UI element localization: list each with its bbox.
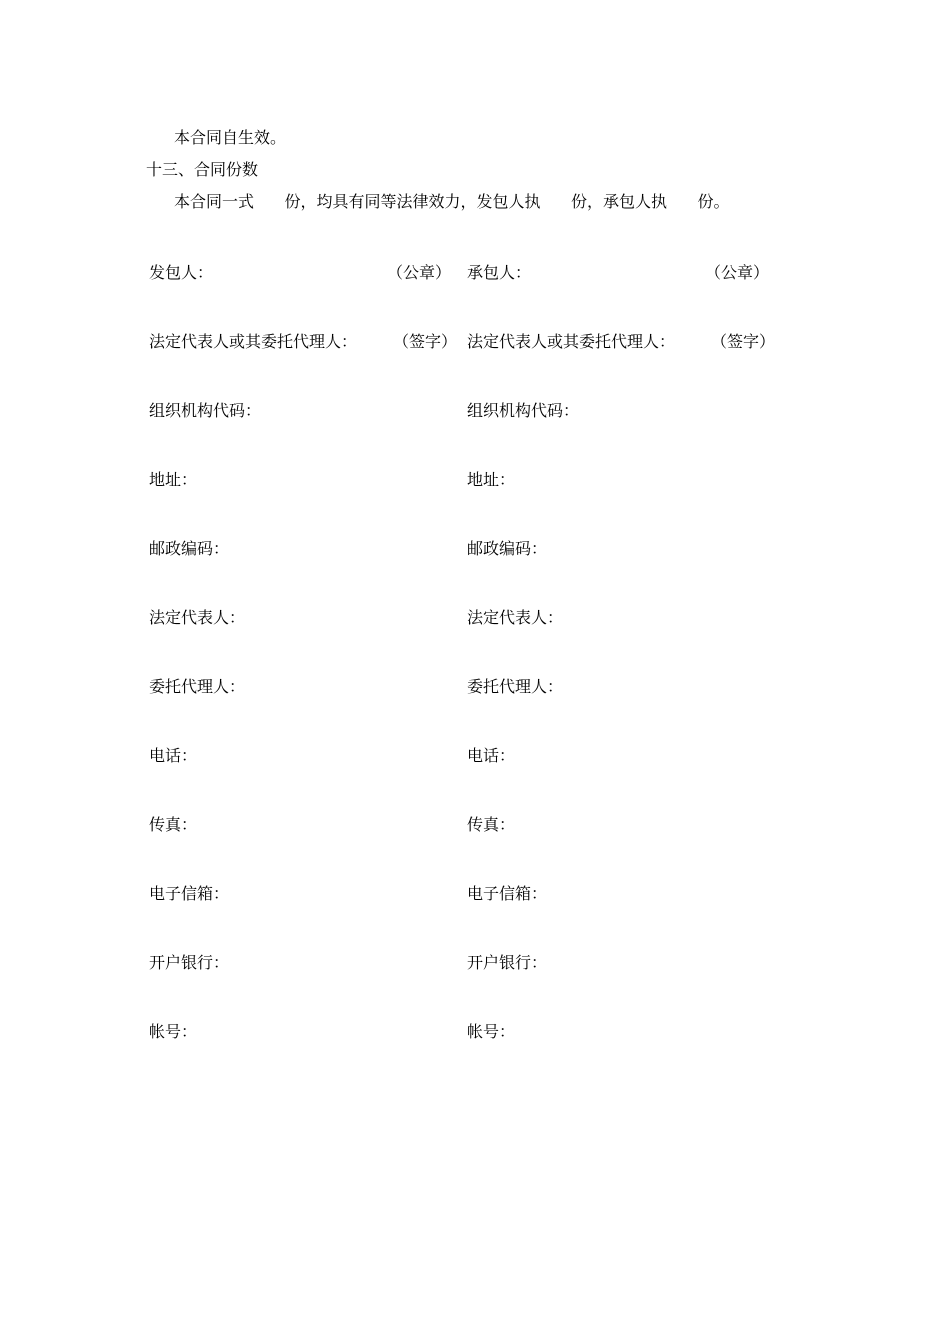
contractor-rep-label: 法定代表人或其委托代理人： — [467, 332, 676, 351]
employer-legal-rep-label: 法定代表人： — [149, 608, 246, 627]
employer-phone-label: 电话： — [149, 746, 198, 765]
employer-agent-label: 委托代理人： — [149, 677, 246, 696]
effective-clause: 本合同自生效。 — [174, 128, 287, 147]
contractor-seal-note: （公章） — [705, 263, 770, 282]
contractor-sign-note: （签字） — [711, 332, 776, 351]
employer-fax-label: 传真： — [149, 815, 198, 834]
copies-clause: 本合同一式 份，均具有同等法律效力，发包人执 份，承包人执 份。 — [174, 192, 730, 211]
contractor-postcode-label: 邮政编码： — [467, 539, 548, 558]
employer-party-label: 发包人： — [149, 263, 214, 282]
contractor-phone-label: 电话： — [467, 746, 516, 765]
employer-account-label: 帐号： — [149, 1022, 198, 1041]
contractor-bank-label: 开户银行： — [467, 953, 548, 972]
contractor-fax-label: 传真： — [467, 815, 516, 834]
contractor-email-label: 电子信箱： — [467, 884, 548, 903]
employer-seal-note: （公章） — [387, 263, 452, 282]
contractor-legal-rep-label: 法定代表人： — [467, 608, 564, 627]
employer-postcode-label: 邮政编码： — [149, 539, 230, 558]
contractor-org-code-label: 组织机构代码： — [467, 401, 580, 420]
employer-sign-note: （签字） — [393, 332, 458, 351]
employer-email-label: 电子信箱： — [149, 884, 230, 903]
contractor-address-label: 地址： — [467, 470, 516, 489]
contractor-account-label: 帐号： — [467, 1022, 516, 1041]
employer-org-code-label: 组织机构代码： — [149, 401, 262, 420]
section-heading: 十三、合同份数 — [146, 160, 259, 179]
employer-address-label: 地址： — [149, 470, 198, 489]
contractor-agent-label: 委托代理人： — [467, 677, 564, 696]
employer-bank-label: 开户银行： — [149, 953, 230, 972]
employer-rep-label: 法定代表人或其委托代理人： — [149, 332, 358, 351]
contractor-party-label: 承包人： — [467, 263, 532, 282]
